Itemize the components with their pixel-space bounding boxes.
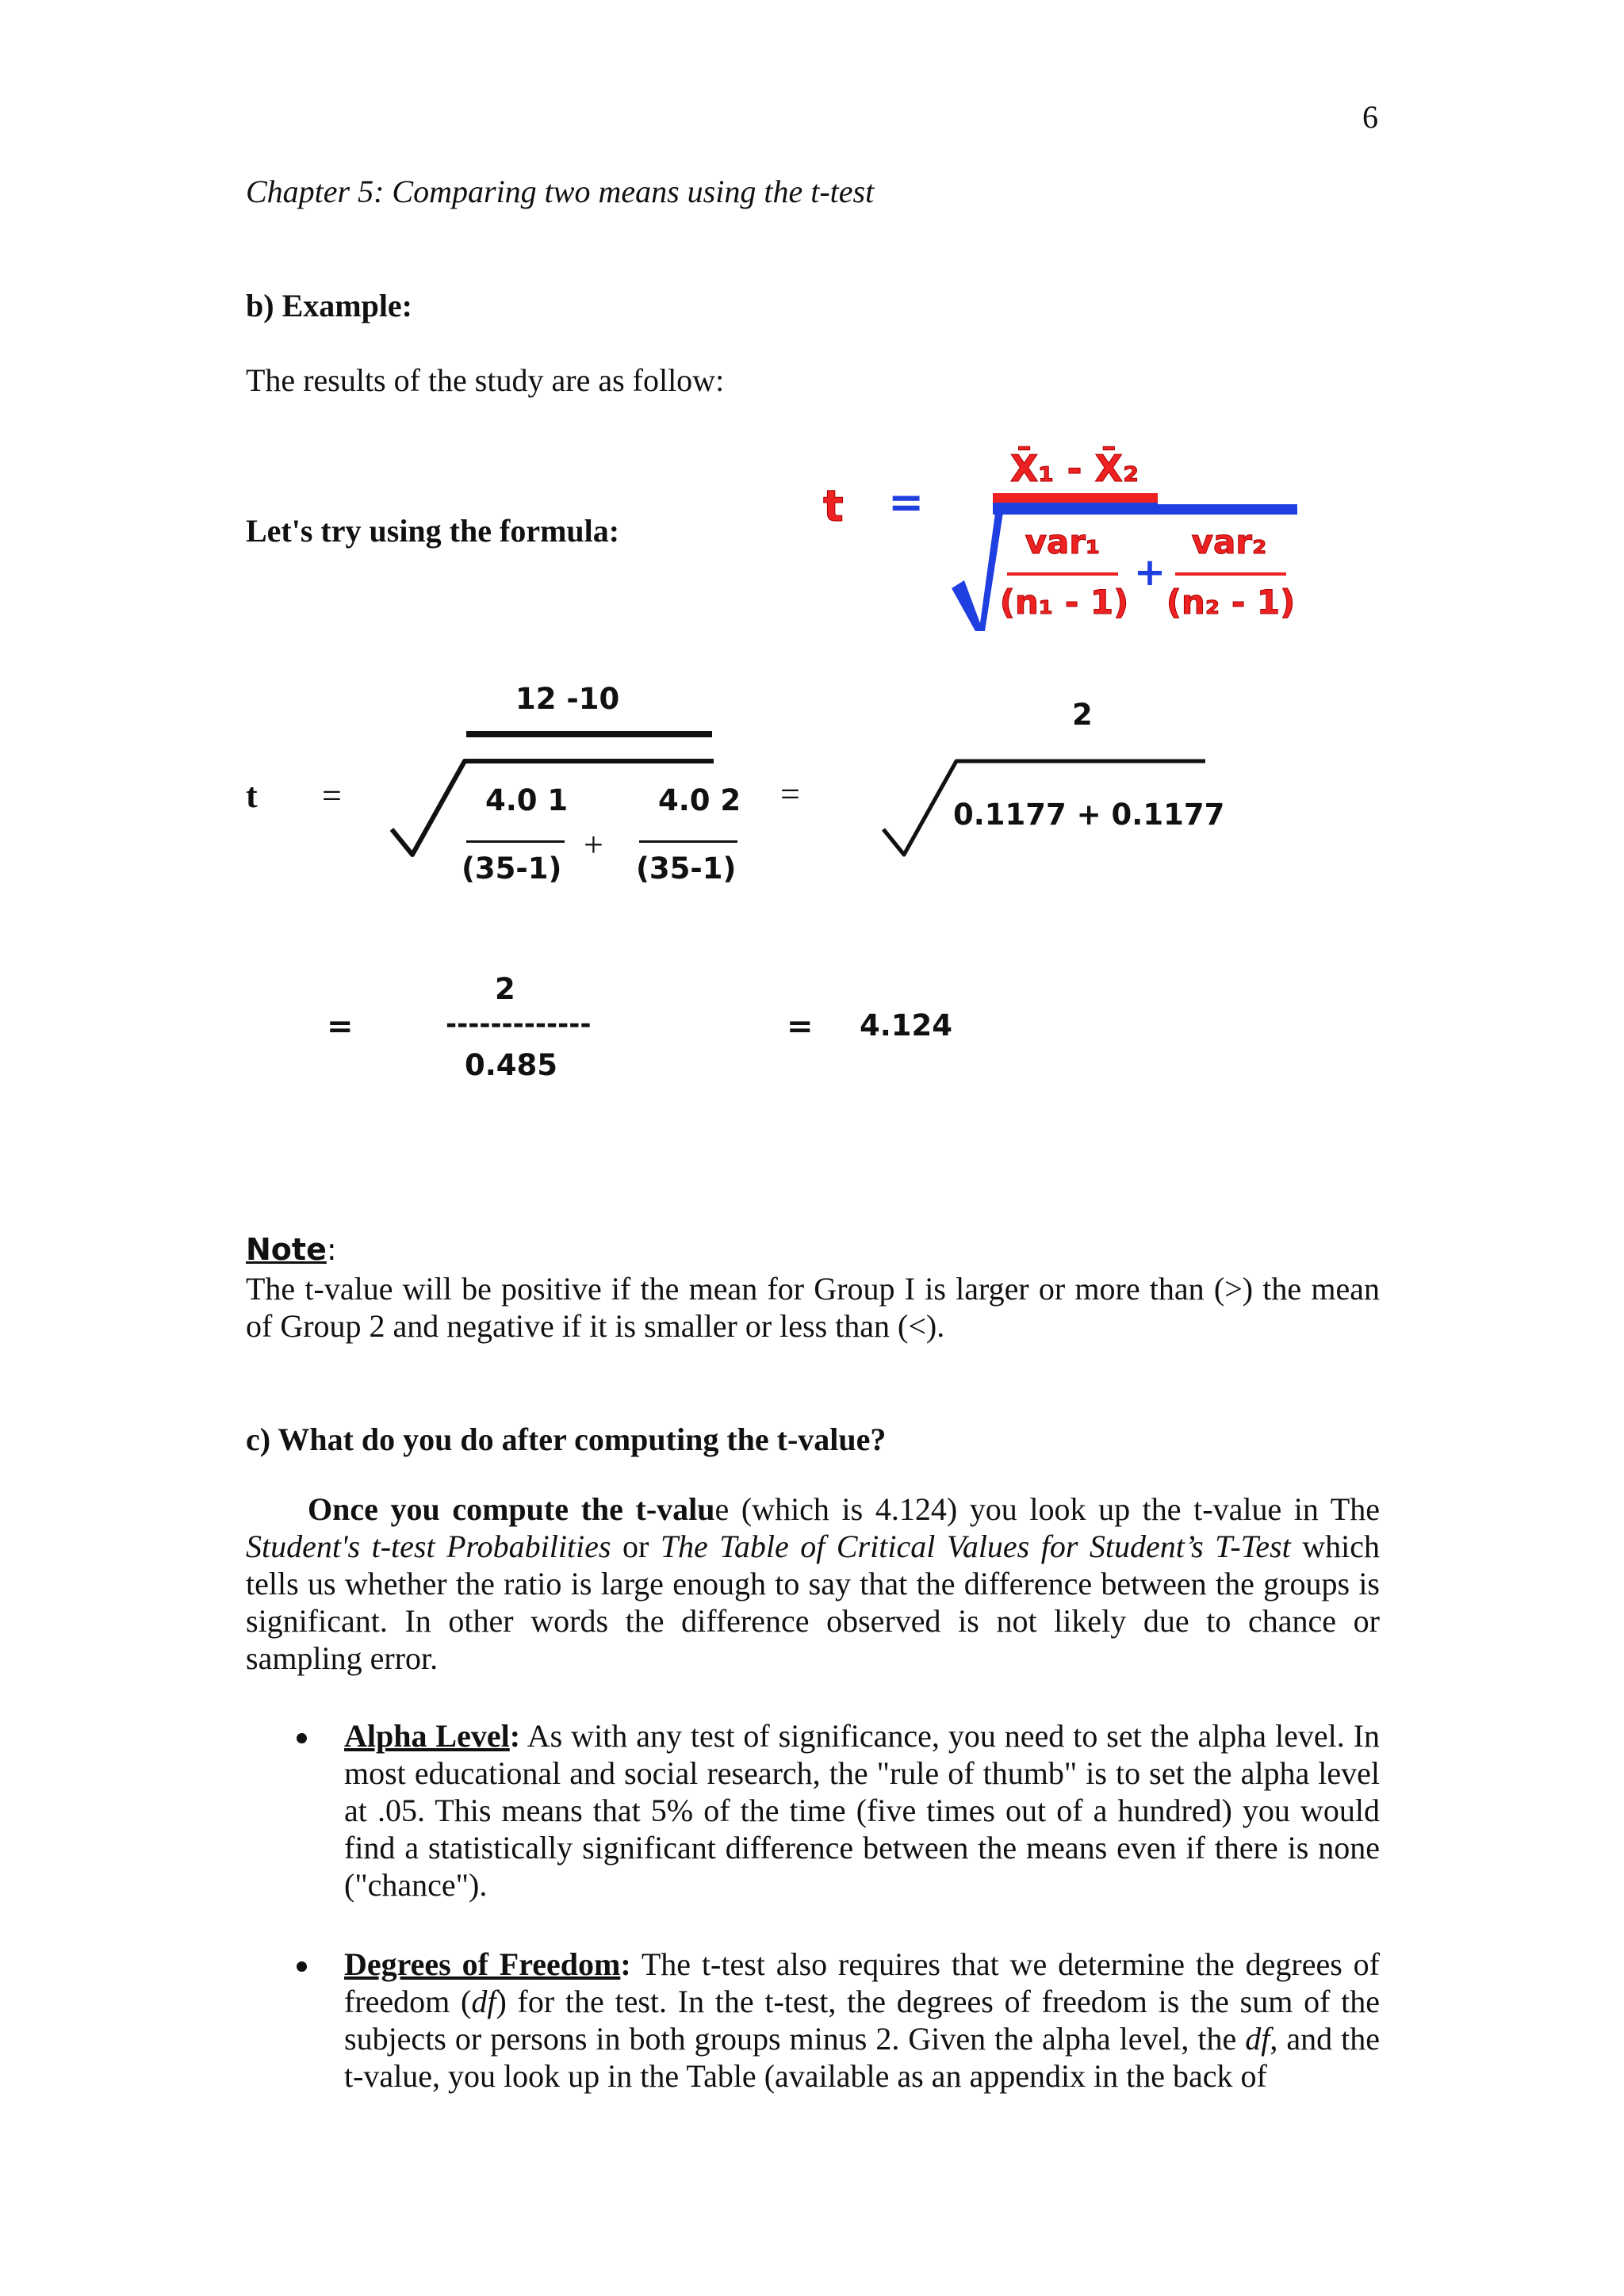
calc-den1: (35-1)	[462, 851, 562, 886]
section-c-paragraph: Once you compute the t-value (which is 4.124) you look up the t-value in The Student's t-test Probabilities or The Table of Critical Values for Student’s T-Test which tells us whether the ratio is large enough to say that the difference between the groups is significant. In other words the difference observed is not likely due to chance or sampling error.	[246, 1491, 1381, 1676]
calc-right-numerator: 2	[1072, 698, 1093, 732]
bullet-dot	[297, 1961, 307, 1972]
calc-line2-bar: -------------	[446, 1008, 592, 1040]
calc-line2-equals: =	[327, 1008, 354, 1045]
formula-var1: var₁	[1025, 522, 1101, 561]
note-colon: :	[326, 1232, 337, 1267]
formula-t: t	[823, 481, 844, 531]
note-label: Note	[246, 1232, 327, 1267]
calc-equals-2: =	[780, 775, 800, 813]
calc-line2-numerator: 2	[495, 972, 515, 1006]
calc-numerator: 12 -10	[515, 682, 620, 716]
calc-t-label: t	[246, 776, 258, 815]
formula-prompt: Let's try using the formula:	[246, 513, 620, 549]
calc-den2: (35-1)	[636, 851, 737, 886]
formula-plus: +	[1133, 550, 1166, 595]
bullet-degrees-of-freedom: Degrees of Freedom: The t-test also requires that we determine the degrees of freedom (df) for the test. In the t-test, the degrees of freedom is the sum of the subjects or persons in both groups minus 2. Given the alpha level, the df, and the t-value, you look up in the Table (available as an appendix in the back of	[344, 1946, 1380, 2094]
section-b-heading: b) Example:	[246, 288, 412, 323]
note-label-row	[246, 1232, 337, 1267]
note-text: The t-value will be positive if the mean for Group I is larger or more than (>) the mean of Group 2 and negative if it is smaller or less than (<).	[246, 1271, 1380, 1344]
t-test-formula-image	[809, 438, 1300, 636]
calc-line2-equals-2: =	[787, 1008, 814, 1045]
formula-n2: (n₂ - 1)	[1166, 583, 1296, 622]
alpha-level-label: Alpha Level	[344, 1718, 510, 1754]
bullet-alpha-level: Alpha Level: As with any test of significance, you need to set the alpha level. In most educational and social research, the "rule of thumb" is to set the alpha level at .05. This means that 5% of the time (five times out of a hundred) you would find a statistically significant difference between the means even if there is none ("chance").	[344, 1718, 1380, 1903]
formula-numerator: X̄₁ - X̄₂	[1009, 447, 1139, 490]
calc-plus: +	[584, 825, 603, 864]
calc-fraction-bar	[466, 731, 712, 737]
chapter-header: Chapter 5: Comparing two means using the t-test	[246, 174, 875, 209]
formula-var2: var₂	[1191, 522, 1267, 561]
formula-n1: (n₁ - 1)	[999, 583, 1129, 622]
calc-result: 4.124	[860, 1008, 953, 1043]
page-number: 6	[1362, 99, 1378, 135]
calc-right-denominator: 0.1177 + 0.1177	[953, 798, 1225, 832]
formula-root-bar	[993, 504, 1297, 515]
section-c-heading: c) What do you do after computing the t-value?	[246, 1422, 887, 1457]
bullet-dot	[297, 1733, 307, 1743]
calc-equals-1: =	[322, 776, 342, 815]
formula-equals: =	[888, 477, 925, 527]
calc-line2-denominator: 0.485	[465, 1048, 558, 1082]
calc-var1: 4.0 1	[485, 783, 569, 817]
section-b-intro: The results of the study are as follow:	[246, 362, 725, 398]
formula-fraction-bar	[993, 493, 1158, 503]
calc-var2: 4.0 2	[658, 783, 741, 817]
formula-sqrt-icon	[952, 507, 1004, 631]
degrees-of-freedom-label: Degrees of Freedom	[344, 1946, 621, 1982]
